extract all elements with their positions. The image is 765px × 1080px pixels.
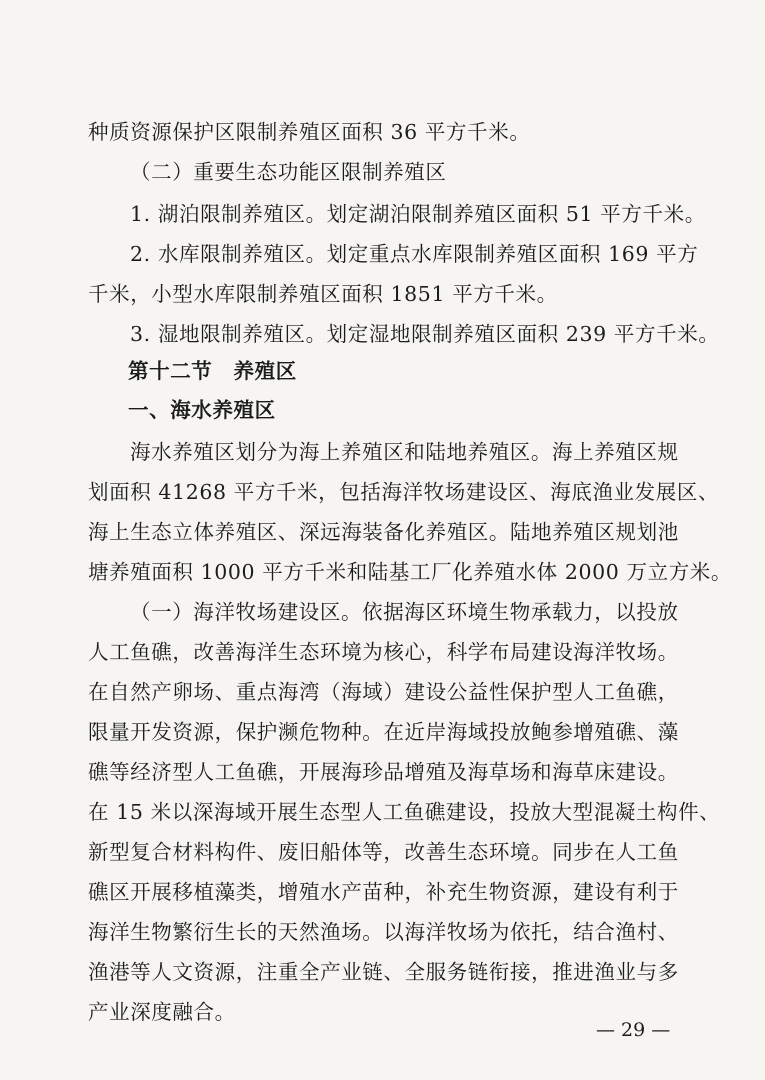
text-line: 渔港等人文资源，注重全产业链、全服务链衔接，推进渔业与多: [88, 960, 679, 984]
text-line: 新型复合材料构件、废旧船体等，改善生态环境。同步在人工鱼: [88, 840, 679, 864]
text-line: 礁区开展移植藻类，增殖水产苗种，补充生物资源，建设有利于: [88, 880, 679, 904]
text-line: 在 15 米以深海域开展生态型人工鱼礁建设，投放大型混凝土构件、: [88, 800, 721, 824]
text-line: 2. 水库限制养殖区。划定重点水库限制养殖区面积 169 平方: [130, 242, 699, 266]
subsection-heading: （二）重要生态功能区限制养殖区: [130, 160, 447, 184]
text-line: （一）海洋牧场建设区。依据海区环境生物承载力，以投放: [130, 600, 679, 624]
section-heading: 第十二节 养殖区: [128, 359, 297, 383]
page-number: — 29 —: [596, 1019, 671, 1041]
text-line: 千米，小型水库限制养殖区面积 1851 平方千米。: [88, 282, 558, 306]
section-subheading: 一、海水养殖区: [128, 398, 276, 422]
text-line: 产业深度融合。: [88, 1000, 236, 1024]
text-line: 划面积 41268 平方千米，包括海洋牧场建设区、海底渔业发展区、: [88, 480, 720, 504]
text-line: 海洋生物繁衍生长的天然渔场。以海洋牧场为依托，结合渔村、: [88, 920, 679, 944]
text-line: 人工鱼礁，改善海洋生态环境为核心，科学布局建设海洋牧场。: [88, 640, 679, 664]
text-line: 种质资源保护区限制养殖区面积 36 平方千米。: [88, 120, 531, 144]
text-line: 3. 湿地限制养殖区。划定湿地限制养殖区面积 239 平方千米。: [130, 322, 720, 346]
text-line: 1. 湖泊限制养殖区。划定湖泊限制养殖区面积 51 平方千米。: [130, 202, 706, 226]
text-line: 限量开发资源，保护濒危物种。在近岸海域投放鲍参增殖礁、藻: [88, 720, 679, 744]
text-line: 海水养殖区划分为海上养殖区和陆地养殖区。海上养殖区规: [130, 440, 679, 464]
text-line: 塘养殖面积 1000 平方千米和陆基工厂化养殖水体 2000 万立方米。: [88, 560, 733, 584]
text-line: 礁等经济型人工鱼礁，开展海珍品增殖及海草场和海草床建设。: [88, 760, 679, 784]
text-line: 海上生态立体养殖区、深远海装备化养殖区。陆地养殖区规划池: [88, 520, 679, 544]
text-line: 在自然产卵场、重点海湾（海域）建设公益性保护型人工鱼礁，: [88, 680, 679, 704]
